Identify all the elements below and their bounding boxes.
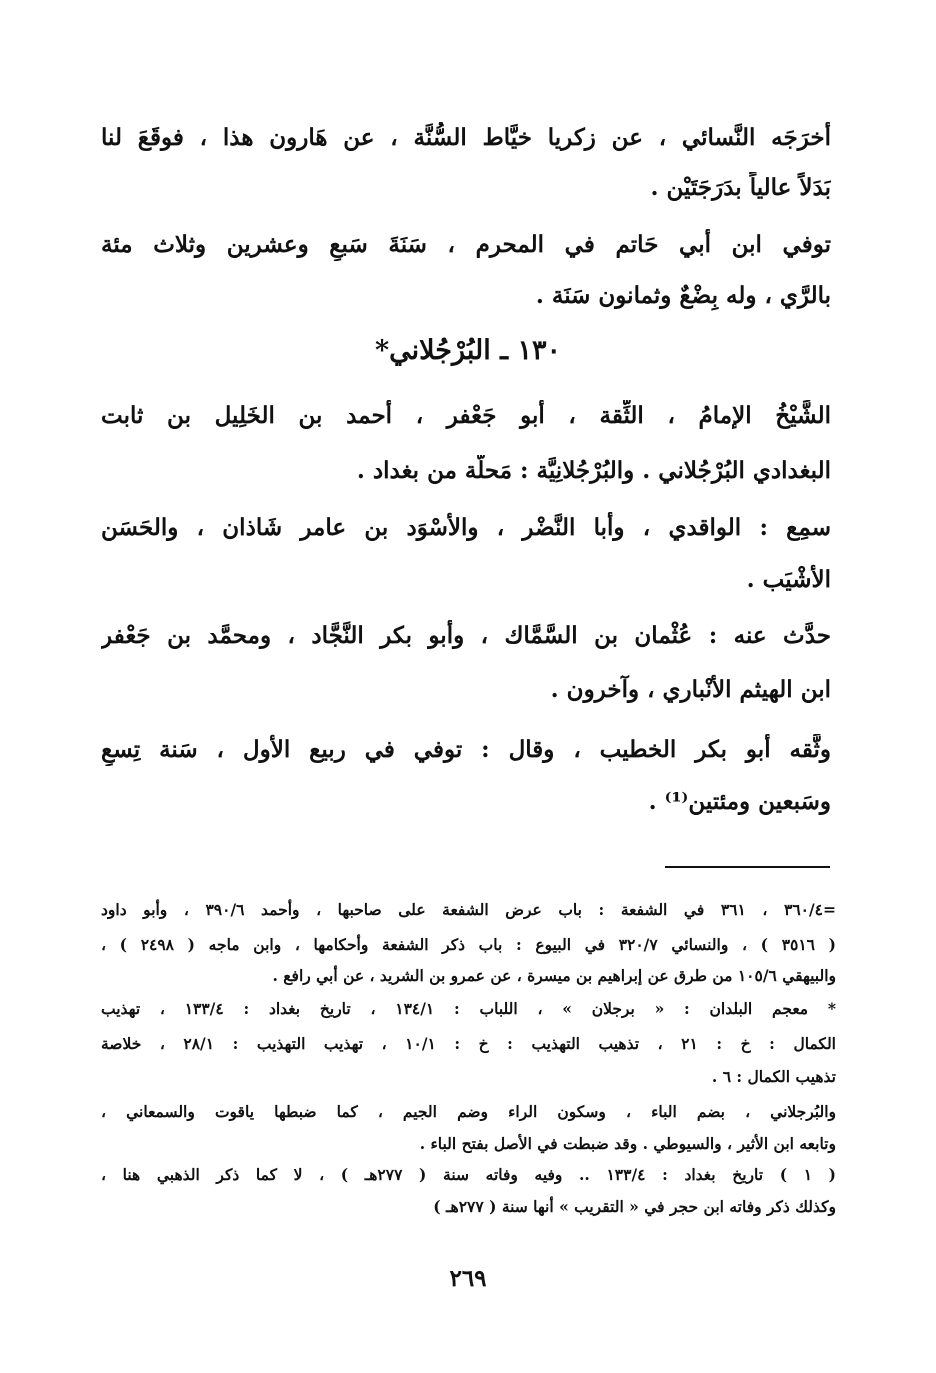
entry-heading: ١٣٠ ـ البُرْجُلاني* — [375, 335, 561, 366]
footnote-line: ( ٣٥١٦ ) ، والنسائي ٣٢٠/٧ في البيوع : باب ذكر الشفعة وأحكامها ، وابن ماجه ( ٢٤٩٨ ) ، — [101, 935, 836, 954]
body-line: بالرَّي ، وله بِضْعٌ وثمانون سَنَة . — [535, 282, 831, 309]
body-line: توفي ابن أبي حَاتم في المحرم ، سَنَةَ سَبعٍ وعشرين وثلاث مئة — [101, 231, 831, 258]
body-line: حدَّث عنه : عُثْمان بن السَّمَّاك ، وأبو بكر النَّجَّاد ، ومحمَّد بن جَعْفر — [101, 622, 831, 649]
body-line: وسَبعين ومئتين⁽¹⁾ . — [648, 788, 831, 815]
footnote-separator — [665, 866, 830, 868]
body-line: وثَّقه أبو بكر الخطيب ، وقال : توفي في ربيع الأول ، سَنة تِسعٍ — [101, 736, 831, 763]
body-line: الشَّيْخُ الإمامُ ، الثِّقة ، أبو جَعْفر ، أحمد بن الخَلِيل بن ثابت — [101, 402, 831, 429]
footnote-line: الكمال : خ : ٢١ ، تذهيب التهذيب : خ : ١٠/١ ، تهذيب التهذيب : ٢٨/١ ، خلاصة — [101, 1034, 836, 1053]
body-line: بَدَلاً عالياً بدَرَجَتَيْن . — [650, 174, 831, 201]
body-line: سمِع : الواقدي ، وأبا النَّضْر ، والأسْوَد بن عامر شَاذان ، والحَسَن — [101, 514, 831, 541]
footnote-line: وتابعه ابن الأثير ، والسيوطي . وقد ضبطت في الأصل بفتح الباء . — [419, 1134, 836, 1153]
body-line: الأشْيَب . — [746, 566, 831, 593]
footnote-line: والبُرجلاني ، بضم الباء ، وسكون الراء وضم الجيم ، كما ضبطها ياقوت والسمعاني ، — [101, 1102, 836, 1121]
body-line: ابن الهيثم الأنْباري ، وآخرون . — [550, 676, 831, 703]
footnote-line: تذهيب الكمال : ٦ . — [711, 1067, 836, 1086]
footnote-line: والبيهقي ١٠٥/٦ من طرق عن إبراهيم بن ميسرة ، عن عمرو بن الشريد ، عن أبي رافع . — [272, 966, 836, 985]
page-number: ٢٦٩ — [449, 1265, 487, 1292]
footnote-line: * معجم البلدان : « برجلان » ، اللباب : ١٣٤/١ ، تاريخ بغداد : ١٣٣/٤ ، تهذيب — [101, 999, 836, 1018]
body-line: البغدادي البُرْجُلاني . والبُرْجُلانِيَّة : مَحلَّة من بغداد . — [356, 457, 831, 484]
footnote-line: وكذلك ذكر وفاته ابن حجر في « التقريب » أنها سنة ( ٢٧٧هـ ) — [433, 1197, 836, 1216]
footnote-line: ( ١ ) تاريخ بغداد : ١٣٣/٤ .. وفيه وفاته سنة ( ٢٧٧هـ ) ، لا كما ذكر الذهبي هنا ، — [101, 1165, 836, 1184]
footnote-line: =٣٦٠/٤ ، ٣٦١ في الشفعة : باب عرض الشفعة على صاحبها ، وأحمد ٣٩٠/٦ ، وأبو داود — [101, 900, 836, 919]
body-line: أخرَجَه النَّسائي ، عن زكريا خيَّاط السُّنَّة ، عن هَارون هذا ، فوقَعَ لنا — [101, 124, 831, 151]
